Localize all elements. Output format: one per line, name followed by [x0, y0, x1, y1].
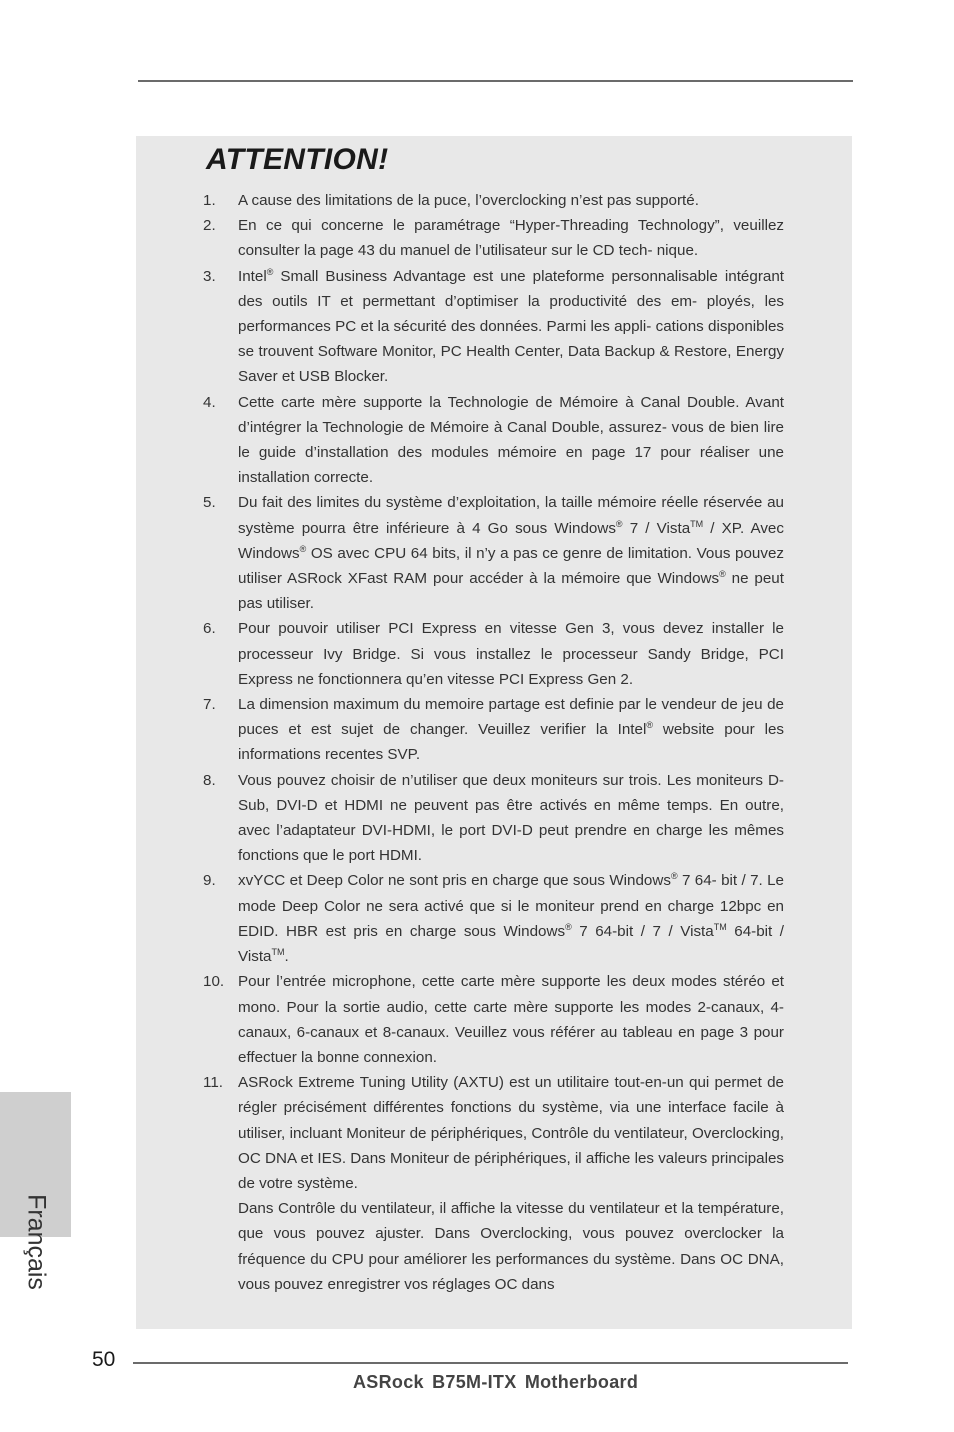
note-item [203, 490, 784, 616]
note-paragraph [238, 390, 784, 491]
note-paragraph [238, 616, 784, 692]
note-text-run: website pour les informations recentes SVP. [238, 721, 784, 764]
note-item [203, 692, 784, 768]
note-item [203, 969, 784, 1070]
note-text-run: . [284, 948, 289, 966]
note-text-run: 64-bit / Vista [238, 922, 784, 966]
note-text [238, 390, 784, 491]
note-text-run: La dimension maximum du memoire partage est definie par le vendeur de jeu de puces et est sujet de changer. Veuillez verifier la Intel [238, 696, 784, 739]
note-text-run: A cause des limitations de la puce, l’overclocking n’est pas supporté. [238, 192, 699, 209]
note-text-run: Intel [238, 267, 267, 285]
trademark-mark: ® [299, 543, 307, 554]
language-side-tab [0, 1092, 71, 1290]
trademark-mark: TM [271, 947, 285, 958]
note-item [203, 264, 784, 390]
header-rule [138, 80, 853, 82]
note-text-run: Pour l’entrée microphone, cette carte mère supporte les deux modes stéréo et mono. Pour la sortie audio, cette carte mère supporte les modes 2-canaux, 4-canaux, 6-canaux et 8-canaux. Veuillez vous référer au tableau en page 3 pour effectuer la bonne connexion. [238, 973, 784, 1066]
note-text [238, 264, 784, 390]
language-label: Français [22, 1194, 51, 1290]
note-number: 4. [203, 393, 216, 411]
note-text-run: / XP. Avec Windows [238, 519, 784, 562]
note-text [238, 969, 784, 1070]
note-paragraph [238, 188, 784, 213]
note-text-run: Du fait des limites du système d’exploitation, la taille mémoire réelle réservée au système pourra être inférieure à 4 Go sous Windows [238, 494, 784, 537]
trademark-mark: ® [615, 518, 623, 529]
note-text [238, 692, 784, 768]
trademark-mark: ® [565, 921, 572, 932]
note-text [238, 616, 784, 692]
note-item [203, 188, 784, 213]
trademark-mark: ® [670, 871, 678, 882]
note-item [203, 213, 784, 263]
note-item [203, 1070, 784, 1297]
note-text-run: Vous pouvez choisir de n’utiliser que deux moniteurs sur trois. Les moniteurs D-Sub, DVI-D et HDMI ne peuvent pas être activés en même temps. En outre, avec l’adaptateur DVI-HDMI, le port DVI-D peut prendre en charge les mêmes fonctions que le port HDMI. [238, 771, 784, 865]
footer-rule [133, 1362, 848, 1364]
trademark-mark: ® [719, 569, 726, 580]
note-text [238, 868, 784, 969]
note-number: 5. [203, 494, 216, 512]
note-paragraph [238, 768, 784, 869]
note-number: 8. [203, 771, 216, 789]
attention-title: ATTENTION! [206, 143, 389, 176]
note-number: 3. [203, 267, 216, 285]
note-item [203, 768, 784, 869]
note-text [238, 188, 784, 213]
note-continuation: Dans Contrôle du ventilateur, il affiche la vitesse du ventilateur et la température, que vous pouvez ajuster. Dans Overclocking, vous pouvez overclocker la fréquence du CPU pour améliorer les performances du système. Dans OC DNA, vous pouvez enregistrer vos réglages OC dans [238, 1200, 784, 1293]
trademark-mark: TM [713, 921, 727, 932]
trademark-mark: ® [266, 266, 274, 277]
note-text-run: OS avec CPU 64 bits, il n’y a pas ce genre de limitation. Vous pouvez utiliser ASRock XFast RAM pour accéder à la mémoire que Windows [238, 544, 784, 588]
note-paragraph [238, 692, 784, 768]
note-item [203, 390, 784, 491]
footer-title: ASRock B75M-ITX Motherboard [353, 1372, 639, 1392]
note-text [238, 1070, 784, 1297]
note-text [238, 490, 784, 616]
note-paragraph [238, 1070, 784, 1196]
note-paragraph [238, 264, 784, 390]
note-text-run: En ce qui concerne le paramétrage “Hyper-Threading Technology”, veuillez consulter la page 43 du manuel de l’utilisateur sur le CD tech- nique. [238, 217, 784, 260]
note-number: 1. [203, 192, 216, 209]
page-number: 50 [92, 1348, 116, 1371]
note-text-run: 7 64-bit / 7 / Vista [571, 922, 714, 940]
note-text-run: Pour pouvoir utiliser PCI Express en vitesse Gen 3, vous devez installer le processeur Ivy Bridge. Si vous installez le processeur Sandy Bridge, PCI Express ne fonctionnera qu’en vitesse PCI Express Gen 2. [238, 620, 784, 688]
note-text-run: 7 / Vista [622, 519, 691, 537]
trademark-mark: TM [690, 518, 704, 529]
trademark-mark: ® [646, 720, 653, 731]
note-text-run: Cette carte mère supporte la Technologie de Mémoire à Canal Double. Avant d’intégrer la Technologie de Mémoire à Canal Double, assurez- vous de bien lire le guide d’installation des modules mémoire en page 17 pour réaliser une installation correcte. [238, 393, 784, 487]
note-paragraph [238, 969, 784, 1070]
note-item [203, 868, 784, 969]
note-item [203, 616, 784, 692]
note-text-run: ne peut pas utiliser. [238, 570, 784, 613]
note-paragraph [238, 490, 784, 616]
note-number: 2. [203, 217, 216, 235]
note-text [238, 213, 784, 263]
note-number: 9. [203, 872, 216, 890]
note-number: 7. [203, 696, 216, 714]
note-text-run: xvYCC et Deep Color ne sont pris en charge que sous Windows [238, 872, 671, 890]
note-number: 11. [203, 1074, 223, 1092]
attention-notes-list [203, 188, 784, 1297]
note-paragraph [238, 213, 784, 263]
note-text-run: ASRock Extreme Tuning Utility (AXTU) est un utilitaire tout-en-un qui permet de régler précisément différentes fonctions du système, via une interface facile à utiliser, incluant Moniteur de périphériques, Contrôle du ventilateur, Overclocking, OC DNA et IES. Dans Moniteur de périphériques, il affiche les valeurs principales de votre système. [238, 1074, 784, 1192]
note-text-run: 7 64- bit / 7. Le mode Deep Color ne sera activé que si le moniteur prend en charge 12bpc en EDID. HBR est pris en charge sous Windows [238, 872, 784, 940]
note-number: 6. [203, 620, 216, 638]
note-paragraph [238, 868, 784, 969]
note-text-run: Small Business Advantage est une plateforme personnalisable intégrant des outils IT et permettant d’optimiser la productivité des em- ployés, les performances PC et la sécurité des données. Parmi les appli- cations disponibles se trouvent Software Monitor, PC Health Center, Data Backup & Restore, Energy Saver et USB Blocker. [238, 267, 784, 386]
note-number: 10. [203, 973, 225, 991]
note-text [238, 768, 784, 869]
